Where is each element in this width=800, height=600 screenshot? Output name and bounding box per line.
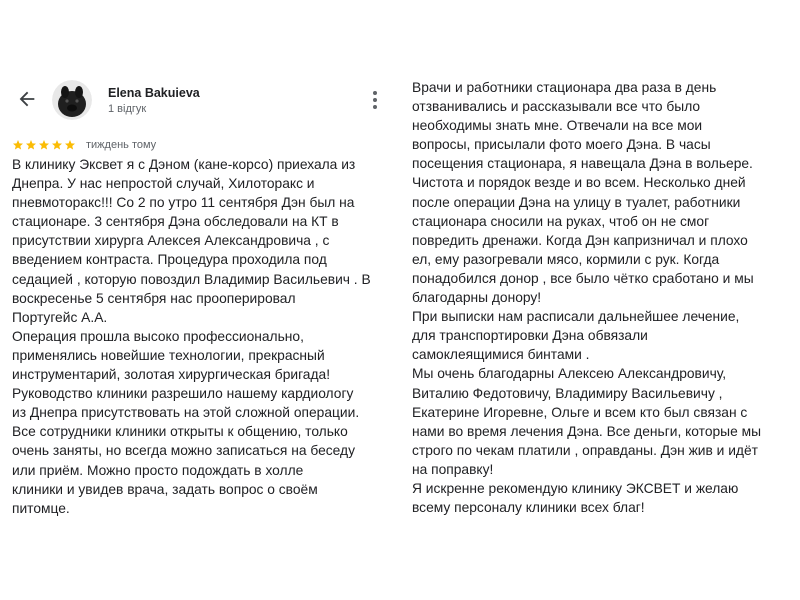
star-icon	[51, 139, 63, 151]
star-icon	[25, 139, 37, 151]
review-text-line: питомце.	[12, 500, 70, 516]
star-icon	[12, 139, 24, 151]
review-left-column	[12, 78, 392, 516]
review-text-line: Екатерине Игоревне, Ольге и всем кто был связан с	[412, 404, 748, 420]
review-text-line: Я искренне рекомендую клинику ЭКСВЕТ и желаю	[412, 480, 739, 496]
review-count: 1 відгук	[108, 103, 147, 115]
review-text-line: Мы очень благодарны Алексею Александровичу,	[412, 366, 727, 382]
review-text-line: для транспортировки Дэна обвязали	[412, 328, 648, 344]
review-text-line: понадобился донор , все было чётко сработано и мы	[412, 270, 754, 286]
review-text-line: Португейс А.А.	[12, 309, 108, 325]
review-text-line: ел, ему разогревали мясо, кормили с рук. Когда	[412, 251, 720, 267]
review-text-line: Днепра. У нас непростой случай, Хилоторакс и	[12, 176, 315, 192]
review-text-line: нами во время лечения Дэна. Все деньги, которые мы	[412, 423, 762, 439]
review-text-line: клиники и увидев врача, задать вопрос о своём	[12, 481, 318, 497]
review-text-line: воскресенье 5 сентября нас прооперировал	[12, 290, 296, 306]
review-text-line: необходимы знать мне. Отвечали на все мои	[412, 118, 703, 134]
review-text-line: очень заняты, но всегда можно записаться на беседу	[12, 443, 355, 459]
review-text-line: введением контраста. Процедура проходила под	[12, 252, 327, 268]
review-text-line: стационара сносили на руках, чтоб он не смог	[412, 213, 710, 229]
author-name[interactable]: Elena Bakuieva	[108, 86, 200, 100]
review-text-line: Виталию Федотовичу, Владимиру Васильевичу ,	[412, 385, 723, 401]
review-text-line: Все сотрудники клиники открыты к общению, только	[12, 424, 348, 440]
review-text-right	[412, 78, 796, 517]
review-text-line: Чистота и порядок везде и во всем. Несколько дней	[412, 175, 746, 191]
review-text-line: Руководство клиники разрешило нашему кардиологу	[12, 386, 354, 402]
review-text-line: на поправку!	[412, 461, 494, 477]
review-text-line: вопросы, присылали фото моего Дэна. В часы	[412, 137, 711, 153]
review-text-line: В клинику Эксвет я с Дэном (кане-корсо) приехала из	[12, 157, 356, 172]
review-text-line: посещения стационара, я навещала Дэна в вольере.	[412, 156, 753, 172]
star-rating	[12, 139, 76, 151]
more-vert-icon[interactable]	[372, 90, 378, 110]
review-text-line: Операция прошла высоко профессионально,	[12, 328, 304, 344]
rating-row	[12, 138, 156, 152]
review-text-line: инструментарий, золотая хирургическая бригада!	[12, 367, 331, 383]
review-text-line: Врачи и работники стационара два раза в день	[412, 80, 717, 95]
review-text-line: после операции Дэна на улицу в туалет, работники	[412, 194, 741, 210]
star-icon	[64, 139, 76, 151]
review-header	[12, 78, 392, 118]
review-text-line: пневмоторакс!!! Со 2 по утро 11 сентября Дэн был на	[12, 195, 355, 211]
review-text-line: самоклеящимися бинтами .	[412, 347, 590, 363]
review-text-left	[12, 155, 396, 518]
review-time: тиждень тому	[86, 139, 157, 151]
review-text-line: присутствии хирурга Алексея Александровича , с	[12, 233, 330, 249]
avatar[interactable]	[52, 80, 92, 120]
review-text-line: повредить дренажи. Когда Дэн капризничал и плохо	[412, 232, 748, 248]
review-text-line: применялись новейшие технологии, прекрасный	[12, 347, 325, 363]
review-text-line: При выписки нам расписали дальнейшее лечение,	[412, 309, 740, 325]
review-text-line: благодарны донору!	[412, 290, 542, 306]
review-text-line: всему персоналу клиники всех благ!	[412, 500, 645, 516]
review-text-line: строго по чекам платили , оправданы. Дэн жив и идёт	[412, 442, 758, 458]
review-text-line: или приём. Можно просто подождать в холле	[12, 462, 304, 478]
review-text-line: из Днепра присутствовать на этой сложной операции.	[12, 405, 360, 421]
review-text-line: седацией , которую повоздил Владимир Васильевич . В	[12, 271, 371, 287]
review-text-line: отзванивались и рассказывали все что было	[412, 99, 701, 115]
star-icon	[38, 139, 50, 151]
review-text-line: стационаре. 3 сентября Дэна обследовали на КТ в	[12, 214, 339, 230]
arrow-back-icon[interactable]	[16, 88, 38, 110]
